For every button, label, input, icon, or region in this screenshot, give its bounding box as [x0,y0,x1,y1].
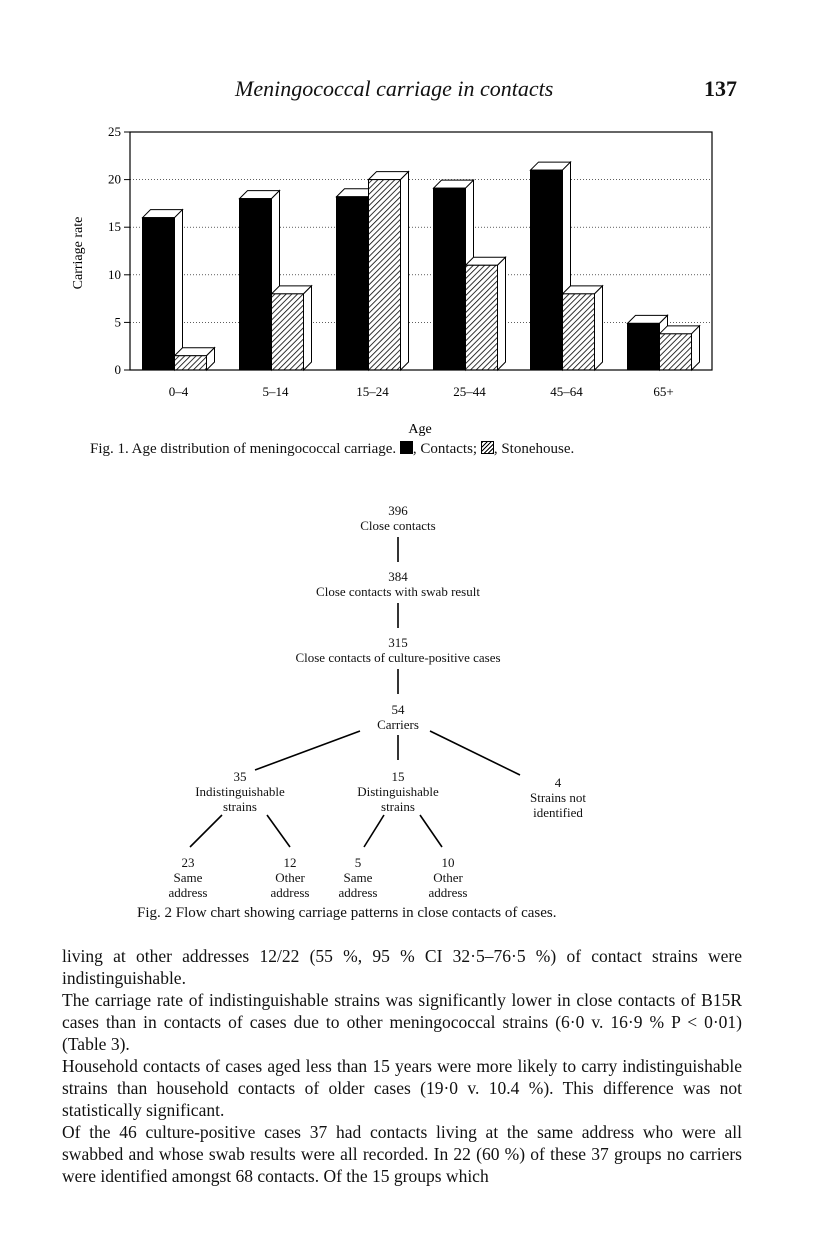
x-tick-label: 15–24 [356,384,389,399]
figure-1-caption-text: Fig. 1. Age distribution of meningococcal carriage. [90,441,397,457]
y-tick-label: 10 [108,266,121,282]
bar-stonehouse [563,286,603,370]
node-dist-other-address: 10 Other address [428,855,468,900]
x-axis-label: Age [408,422,432,437]
bar-stonehouse [369,172,409,370]
running-title: Meningococcal carriage in contacts [235,76,554,101]
body-paragraph: The carriage rate of indistinguishable strains was significantly lower in close contacts of B15R cases than in contacts of cases due to other meningococcal strains (6·0 v. 16·9 % P < 0·01) (Table 3). [62,990,742,1054]
bar-contacts [143,210,183,370]
bar-stonehouse [272,286,312,370]
x-tick-label: 5–14 [262,384,289,399]
y-tick-label: 20 [108,171,121,187]
y-tick-label: 15 [108,219,121,235]
y-tick-label: 25 [108,124,121,139]
bar-stonehouse [175,348,215,370]
node-close-contacts: 396 Close contacts [360,503,436,533]
body-text [62,945,742,1187]
figure-2-caption: Fig. 2 Flow chart showing carriage patterns in close contacts of cases. [137,905,557,921]
x-tick-label: 25–44 [453,384,486,399]
node-distinguishable: 15 Distinguishable strains [357,769,439,814]
legend-contacts: , Contacts; [412,441,478,457]
node-indistinguishable: 35 Indistinguishable strains [195,769,285,814]
node-carriers: 54 Carriers [377,702,419,732]
figure-1-caption [90,441,574,458]
body-paragraph: Of the 46 culture-positive cases 37 had contacts living at the same address who were all swabbed and whose swab results were all recorded. In 22 (60 %) of these 37 groups no carriers were identified amongst 68 contacts. Of the 15 groups which [62,1122,742,1186]
node-not-identified: 4 Strains not identified [530,775,586,820]
x-tick-label: 0–4 [168,384,189,399]
flow-connectors [140,495,680,905]
stonehouse-swatch-icon [481,441,494,454]
node-indist-same-address: 23 Same address [168,855,208,900]
y-axis-label: Carriage rate [71,216,86,290]
contacts-swatch-icon [400,441,413,454]
node-swab-result: 384 Close contacts with swab result [316,569,480,599]
bar-chart [60,118,730,438]
node-dist-same-address: 5 Same address [338,855,378,900]
bar-stonehouse [466,257,506,370]
flow-chart [140,495,680,905]
body-paragraph: living at other addresses 12/22 (55 %, 95 % CI 32·5–76·5 %) of contact strains were indistinguishable. [62,946,742,988]
plot-frame [130,132,712,370]
x-tick-label: 45–64 [550,384,583,399]
body-paragraph: Household contacts of cases aged less than 15 years were more likely to carry indistinguishable strains than household contacts of older cases (19·0 v. 10.4 %). This difference was not statistically significant. [62,1056,742,1120]
node-indist-other-address: 12 Other address [270,855,310,900]
legend-stonehouse: , Stonehouse. [493,441,575,457]
x-tick-label: 65+ [653,384,674,399]
node-culture-positive: 315 Close contacts of culture-positive cases [295,635,501,665]
y-tick-label: 5 [114,314,121,330]
bar-stonehouse [660,326,700,370]
y-tick-label: 0 [114,362,121,377]
page-number: 137 [704,76,737,101]
